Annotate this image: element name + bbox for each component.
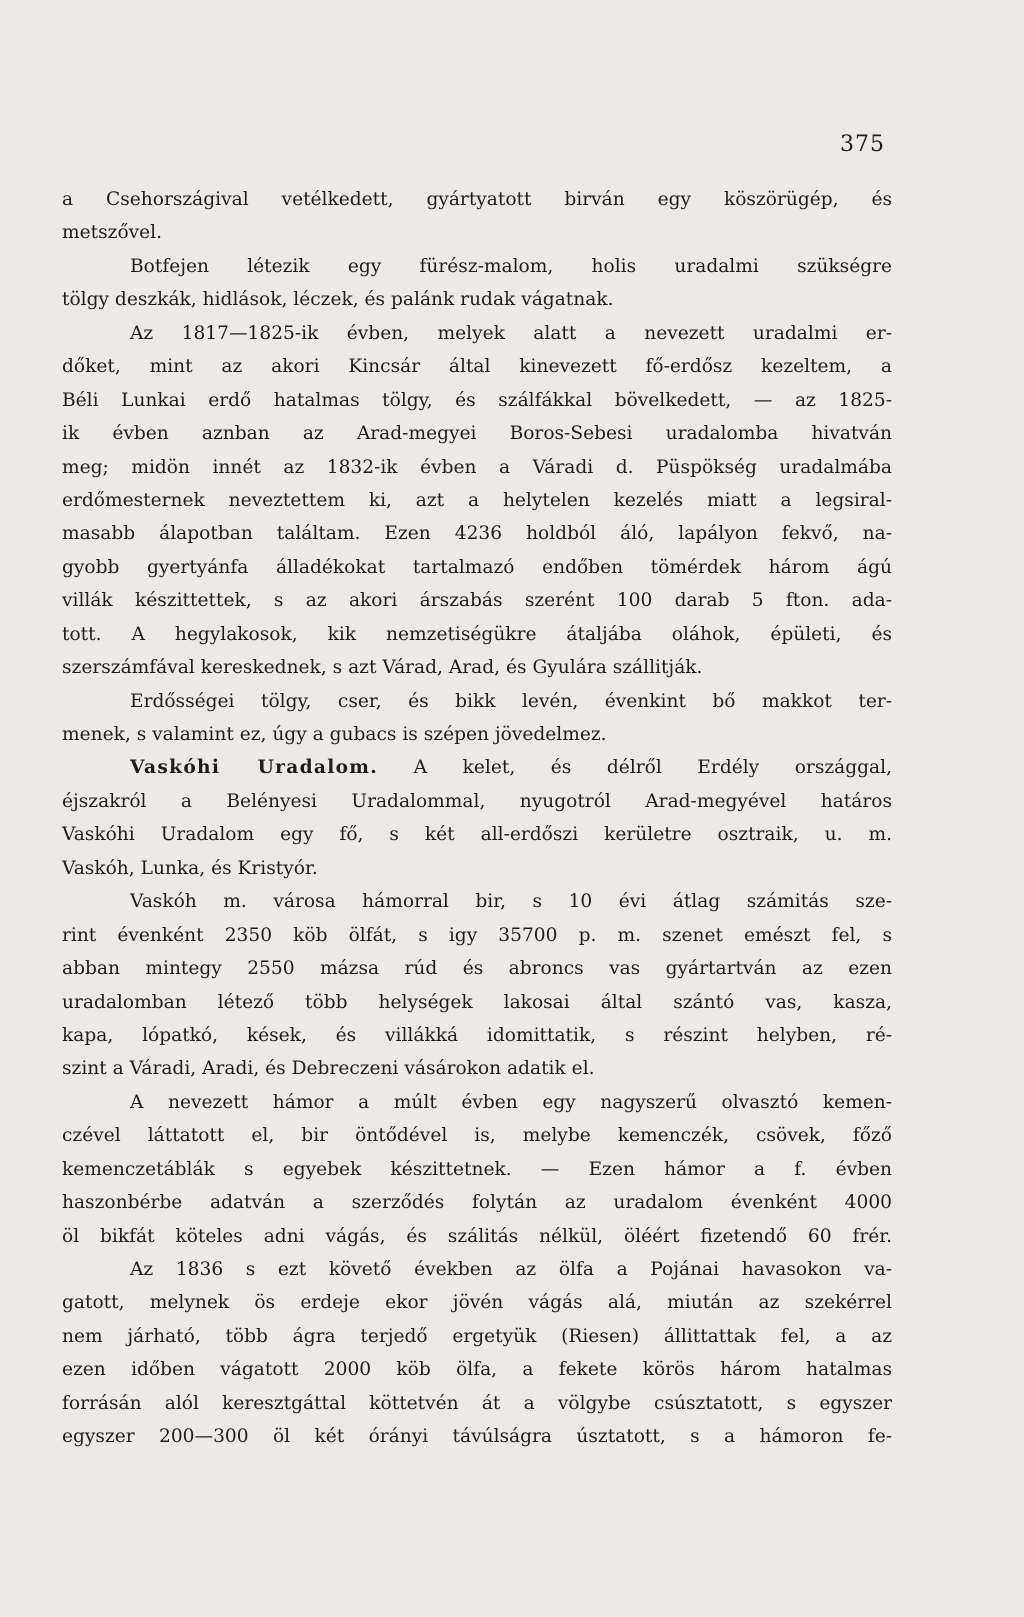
text-line: gatott, melynek ös erdeje ekor jövén vágás alá, miután az szekérrel: [62, 1292, 892, 1314]
text-line: egyszer 200—300 öl két órányi távúlságra úsztatott, s a hámoron fe-: [62, 1426, 892, 1448]
text-line: abban mintegy 2550 mázsa rúd és abroncs vas gyártartván az ezen: [62, 958, 892, 980]
text-line: uradalomban létező több helységek lakosai által szántó vas, kasza,: [62, 991, 892, 1013]
page-number: 375: [840, 132, 885, 157]
text-line: kapa, lópatkó, kések, és villákká idomittatik, s részint helyben, ré-: [62, 1024, 892, 1046]
text-line: meg; midön innét az 1832-ik évben a Váradi d. Püspökség uradalmába: [62, 456, 892, 478]
text-line: Vaskóhi Uradalom egy fő, s két all-erdőszi kerületre osztraik, u. m.: [62, 824, 892, 846]
text-line: szerszámfával kereskednek, s azt Várad, Arad, és Gyulára szállitják.: [62, 657, 703, 679]
text-line: dőket, mint az akori Kincsár által kinevezett fő-erdősz kezeltem, a: [62, 356, 892, 378]
text-line: A nevezett hámor a múlt évben egy nagyszerű olvasztó kemen-: [130, 1091, 892, 1113]
text-line: éjszakról a Belényesi Uradalommal, nyugotról Arad-megyével határos: [62, 790, 892, 812]
text-line: ezen időben vágatott 2000 köb ölfa, a fekete körös három hatalmas: [62, 1359, 892, 1381]
text-line: tott. A hegylakosok, kik nemzetiségükre átaljába oláhok, épületi, és: [62, 623, 892, 645]
text-line: rint évenként 2350 köb ölfát, s igy 35700 p. m. szenet emészt fel, s: [62, 924, 892, 946]
text-line: Az 1817—1825-ik évben, melyek alatt a nevezett uradalmi er-: [130, 322, 892, 344]
text-line: Vaskóh, Lunka, és Kristyór.: [62, 857, 318, 879]
section-heading: Vaskóhi Uradalom.: [130, 757, 379, 779]
text-line: nem járható, több ágra terjedő ergetyük (Riesen) állittattak fel, a az: [62, 1325, 892, 1347]
text-line: masabb álapotban találtam. Ezen 4236 holdból áló, lapályon fekvő, na-: [62, 523, 892, 545]
text-line: metszővel.: [62, 222, 163, 244]
page-body: [62, 183, 892, 1454]
text-line: szint a Váradi, Aradi, és Debreczeni vásárokon adatik el.: [62, 1058, 595, 1080]
section-heading-line: Vaskóhi Uradalom. A kelet, és délről Erdély országgal,: [130, 757, 892, 779]
text-line: villák készittettek, s az akori árszabás szerént 100 darab 5 fton. ada-: [62, 590, 892, 612]
text-line: erdőmesternek neveztettem ki, azt a helytelen kezelés miatt a legsiral-: [62, 489, 892, 511]
text-line: Botfejen létezik egy fürész-malom, holis uradalmi szükségre: [130, 255, 892, 277]
text-line: haszonbérbe adatván a szerződés folytán az uradalom évenként 4000: [62, 1192, 892, 1214]
text-line: kemenczetáblák s egyebek készittetnek. — Ezen hámor a f. évben: [62, 1158, 892, 1180]
text-line: Béli Lunkai erdő hatalmas tölgy, és szálfákkal bövelkedett, — az 1825-: [62, 389, 892, 411]
text-line: a Csehországival vetélkedett, gyártyatott birván egy köszörügép, és: [62, 189, 892, 210]
text-line: tölgy deszkák, hidlások, léczek, és palánk rudak vágatnak.: [62, 289, 614, 311]
text-line: Vaskóh m. városa hámorral bir, s 10 évi átlag számitás sze-: [130, 891, 892, 913]
text-line: öl bikfát köteles adni vágás, és szálitás nélkül, öléért fizetendő 60 frér.: [62, 1225, 892, 1247]
text-line: Erdősségei tölgy, cser, és bikk levén, évenkint bő makkot ter-: [130, 690, 892, 712]
text-line: forrásán alól keresztgáttal köttetvén át a völgybe csúsztatott, s egyszer: [62, 1392, 892, 1414]
text-line: Az 1836 s ezt követő években az ölfa a Pojánai havasokon va-: [130, 1259, 892, 1280]
text-line: ik évben aznban az Arad-megyei Boros-Sebesi uradalomba hivatván: [62, 423, 892, 445]
text-line: czével láttatott el, bir öntődével is, melybe kemenczék, csövek, főző: [62, 1125, 892, 1147]
text-line: menek, s valamint ez, úgy a gubacs is szépen jövedelmez.: [62, 724, 607, 745]
text-line: gyobb gyertyánfa álladékokat tartalmazó endőben tömérdek három ágú: [62, 556, 892, 578]
